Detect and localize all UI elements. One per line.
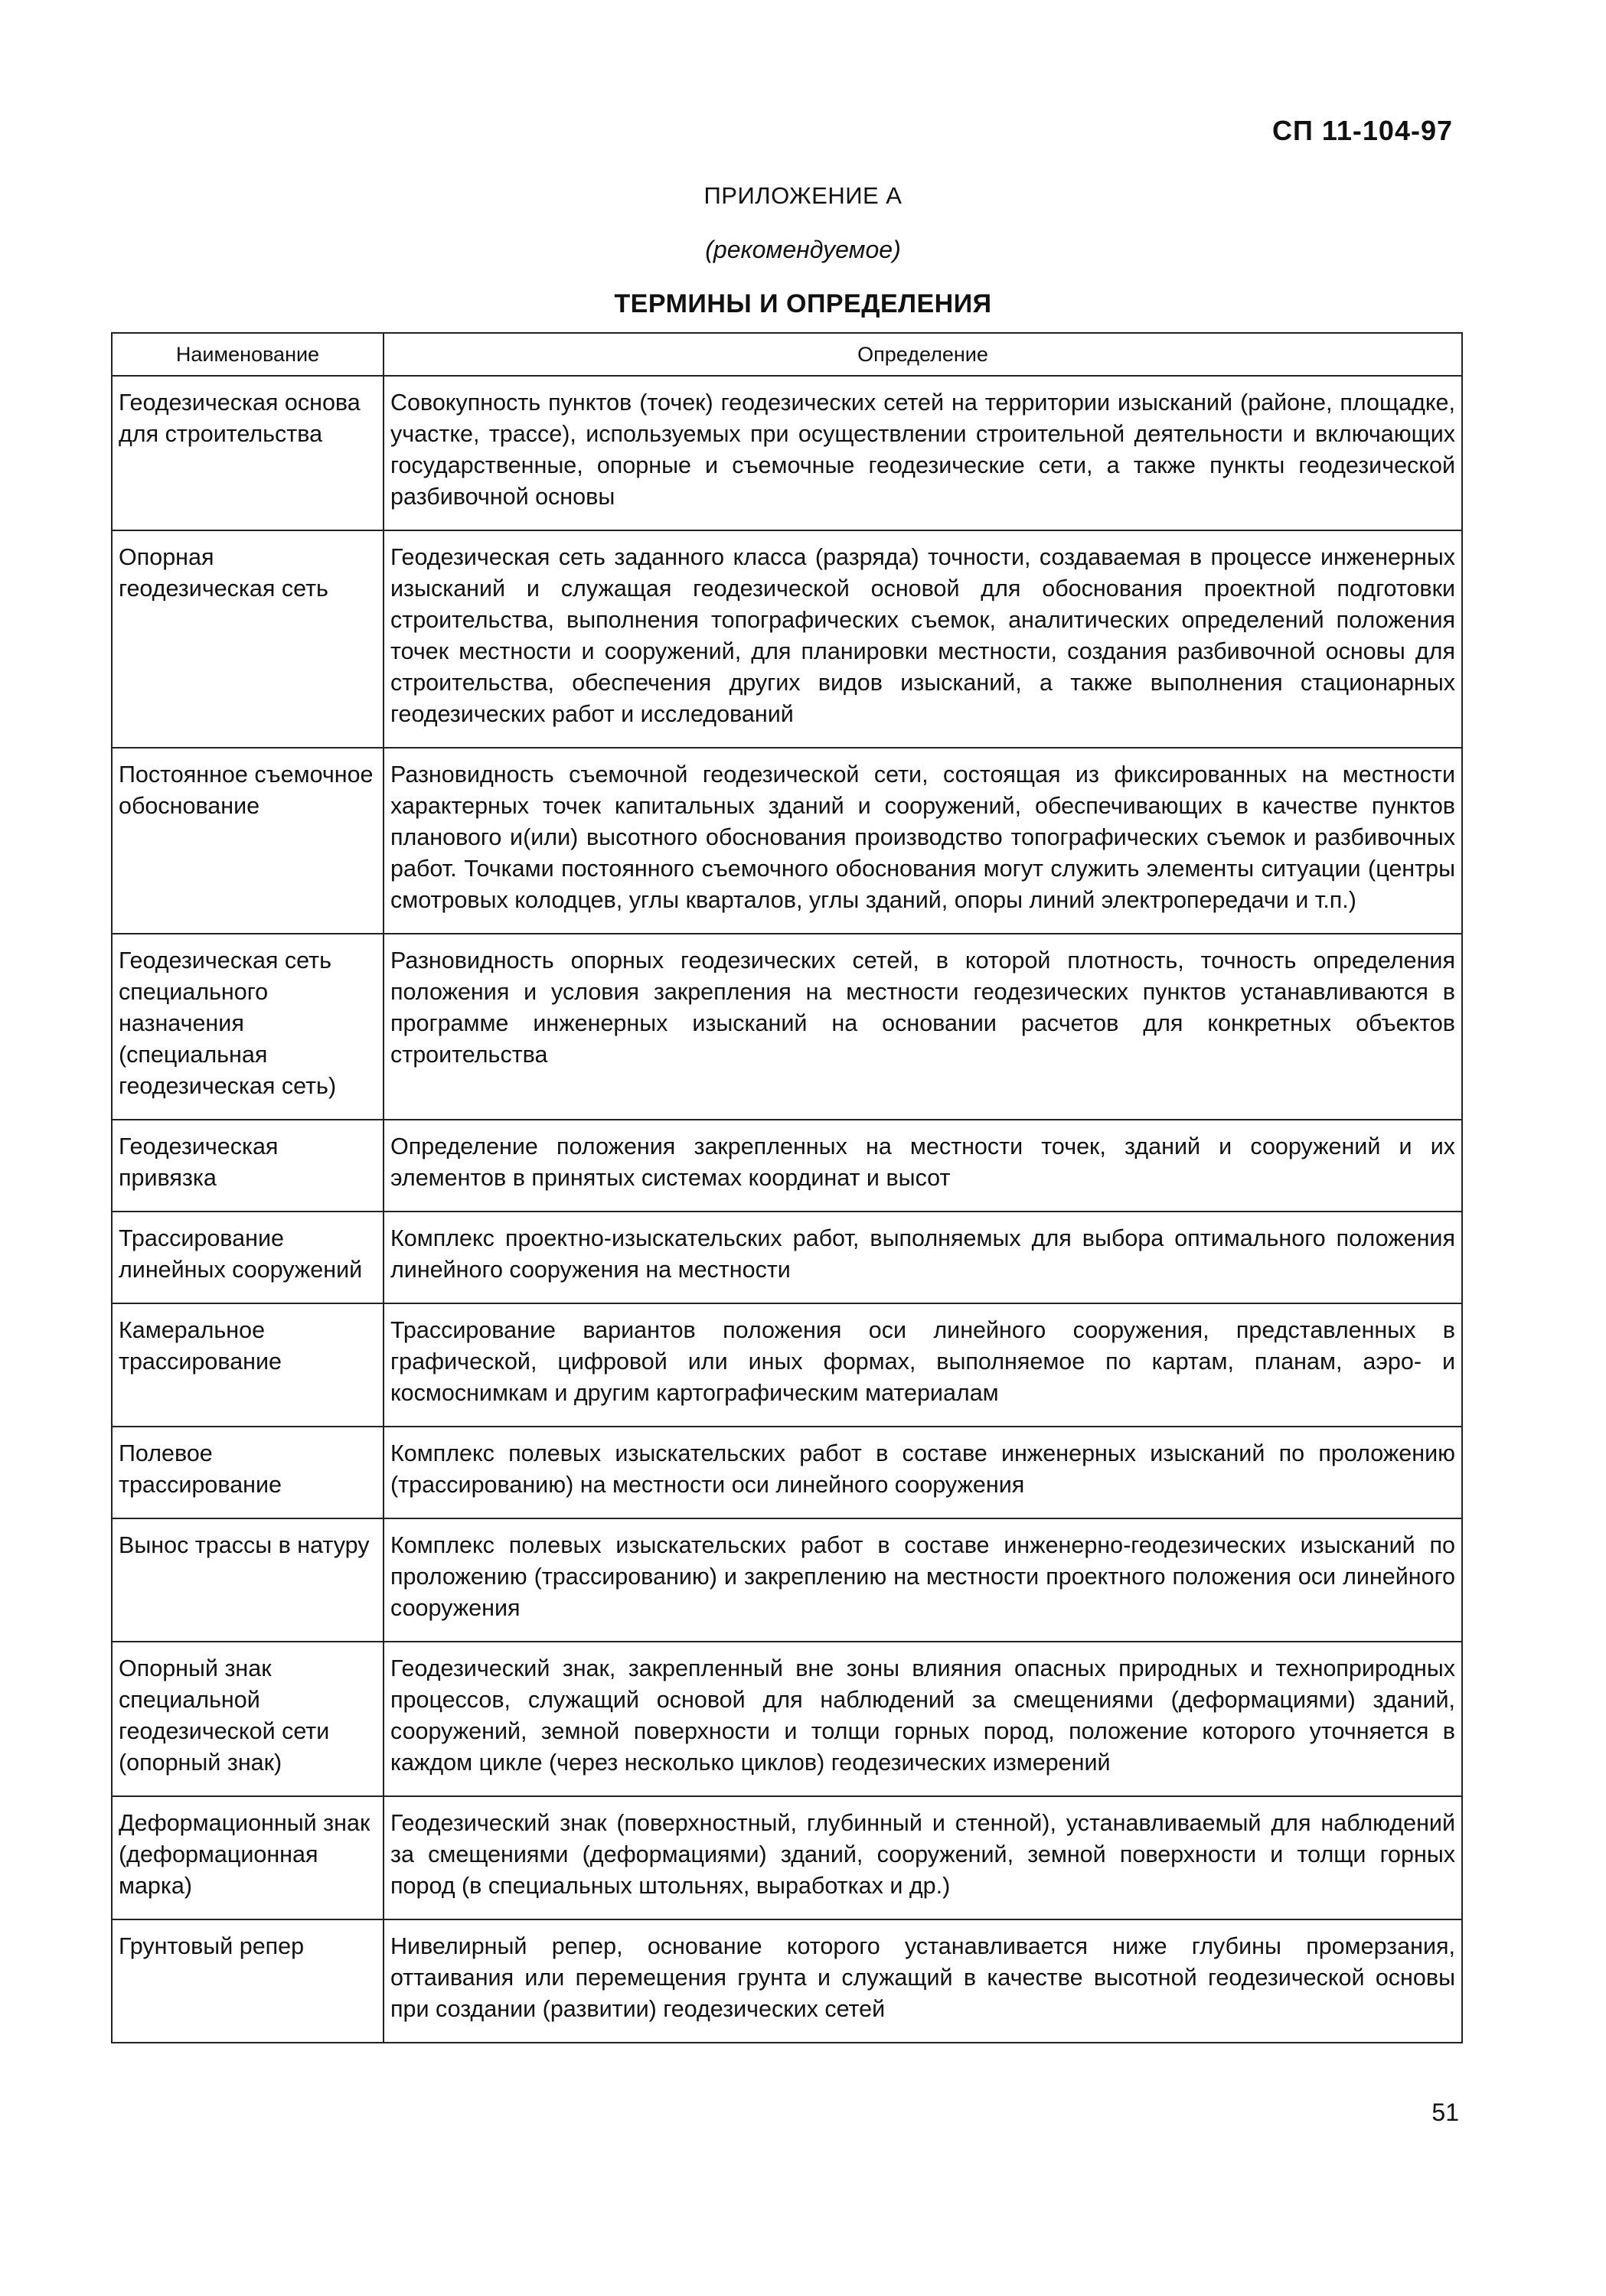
- table-row: [112, 1796, 1462, 1919]
- definition-cell: Разновидность опорных геодезических сетей, в которой плотность, точность определения положения и условия закрепления на местности геодезических пунктов устанавливаются в программе инженерных изысканий на основании расчетов для конкретных объектов строительства: [384, 934, 1462, 1120]
- table-row: [112, 934, 1462, 1120]
- definition-cell: Определение положения закрепленных на местности точек, зданий и сооружений и их элементов в принятых системах координат и высот: [384, 1120, 1462, 1212]
- term-cell: Деформационный знак (деформационная марка): [112, 1796, 384, 1919]
- term-cell: Геодезическая привязка: [112, 1120, 384, 1212]
- definition-cell: Геодезический знак, закрепленный вне зоны влияния опасных природных и техноприродных процессов, служащий основой для наблюдений за смещениями (деформациями) зданий, сооружений, земной поверхности и толщи горных пород, положение которого уточняется в каждом цикле (через несколько циклов) геодезических измерений: [384, 1642, 1462, 1796]
- table-row: [112, 1427, 1462, 1518]
- document-code: СП 11-104-97: [1271, 115, 1453, 146]
- appendix-subtitle: (рекомендуемое): [705, 236, 901, 263]
- term-cell: Грунтовый репер: [112, 1919, 384, 2043]
- term-cell: Полевое трассирование: [112, 1427, 384, 1518]
- definition-cell: Комплекс проектно-изыскательских работ, выполняемых для выбора оптимального положения линейного сооружения на местности: [384, 1212, 1462, 1303]
- term-cell: Камеральное трассирование: [112, 1303, 384, 1427]
- appendix-title: ПРИЛОЖЕНИЕ А: [703, 182, 903, 209]
- table-header-row: [112, 333, 1462, 376]
- definition-cell: Трассирование вариантов положения оси линейного сооружения, представленных в графической, цифровой или иных формах, выполняемое по картам, планам, аэро- и космоснимкам и другим картографическим материалам: [384, 1303, 1462, 1427]
- term-cell: Вынос трассы в натуру: [112, 1518, 384, 1642]
- definition-cell: Геодезическая сеть заданного класса (разряда) точности, создаваемая в процессе инженерных изысканий и служащая геодезической основой для обоснования проектной подготовки строительства, выполнения топографических съемок, аналитических определений положения точек местности и сооружений, для планировки местности, создания разбивочной основы для строительства, обеспечения других видов изысканий, а также выполнения стационарных геодезических работ и исследований: [384, 530, 1462, 748]
- definition-cell: Геодезический знак (поверхностный, глубинный и стенной), устанавливаемый для наблюдений за смещениями (деформациями) зданий, сооружений, земной поверхности и толщи горных пород (в специальных штольнях, выработках и др.): [384, 1796, 1462, 1919]
- table-row: [112, 530, 1462, 748]
- definition-cell: Разновидность съемочной геодезической сети, состоящая из фиксированных на местности характерных точек капитальных зданий и сооружений, обеспечивающих в качестве пунктов планового и(или) высотного обоснования производство топографических съемок и разбивочных работ. Точками постоянного съемочного обоснования могут служить элементы ситуации (центры смотровых колодцев, углы кварталов, углы зданий, опоры линий электропередачи и т.п.): [384, 748, 1462, 934]
- column-header-definition: Определение: [384, 333, 1462, 376]
- definition-cell: Комплекс полевых изыскательских работ в составе инженерно-геодезических изысканий по проложению (трассированию) и закреплению на местности проектного положения оси линейного сооружения: [384, 1518, 1462, 1642]
- table-row: [112, 376, 1462, 530]
- term-cell: Геодезическая основа для строительства: [112, 376, 384, 530]
- page-number: 51: [1431, 2099, 1459, 2126]
- definition-cell: Совокупность пунктов (точек) геодезических сетей на территории изысканий (районе, площадке, участке, трассе), используемых при осуществлении строительной деятельности и включающих государственные, опорные и съемочные геодезические сети, а также пункты геодезической разбивочной основы: [384, 376, 1462, 530]
- table-row: [112, 1212, 1462, 1303]
- table-row: [112, 1919, 1462, 2043]
- term-cell: Геодезическая сеть специального назначения (специальная геодезическая сеть): [112, 934, 384, 1120]
- column-header-term: Наименование: [112, 333, 384, 376]
- table-row: [112, 1120, 1462, 1212]
- term-cell: Опорная геодезическая сеть: [112, 530, 384, 748]
- term-cell: Трассирование линейных сооружений: [112, 1212, 384, 1303]
- term-cell: Опорный знак специальной геодезической сети (опорный знак): [112, 1642, 384, 1796]
- table-row: [112, 1642, 1462, 1796]
- table-row: [112, 1518, 1462, 1642]
- table-row: [112, 748, 1462, 934]
- term-cell: Постоянное съемочное обоснование: [112, 748, 384, 934]
- section-title: ТЕРМИНЫ И ОПРЕДЕЛЕНИЯ: [614, 289, 992, 318]
- definition-cell: Комплекс полевых изыскательских работ в составе инженерных изысканий по проложению (трассированию) на местности оси линейного сооружения: [384, 1427, 1462, 1518]
- terms-table: [111, 332, 1463, 2043]
- definition-cell: Нивелирный репер, основание которого устанавливается ниже глубины промерзания, оттаивания или перемещения грунта и служащий в качестве высотной геодезической основы при создании (развитии) геодезических сетей: [384, 1919, 1462, 2043]
- table-row: [112, 1303, 1462, 1427]
